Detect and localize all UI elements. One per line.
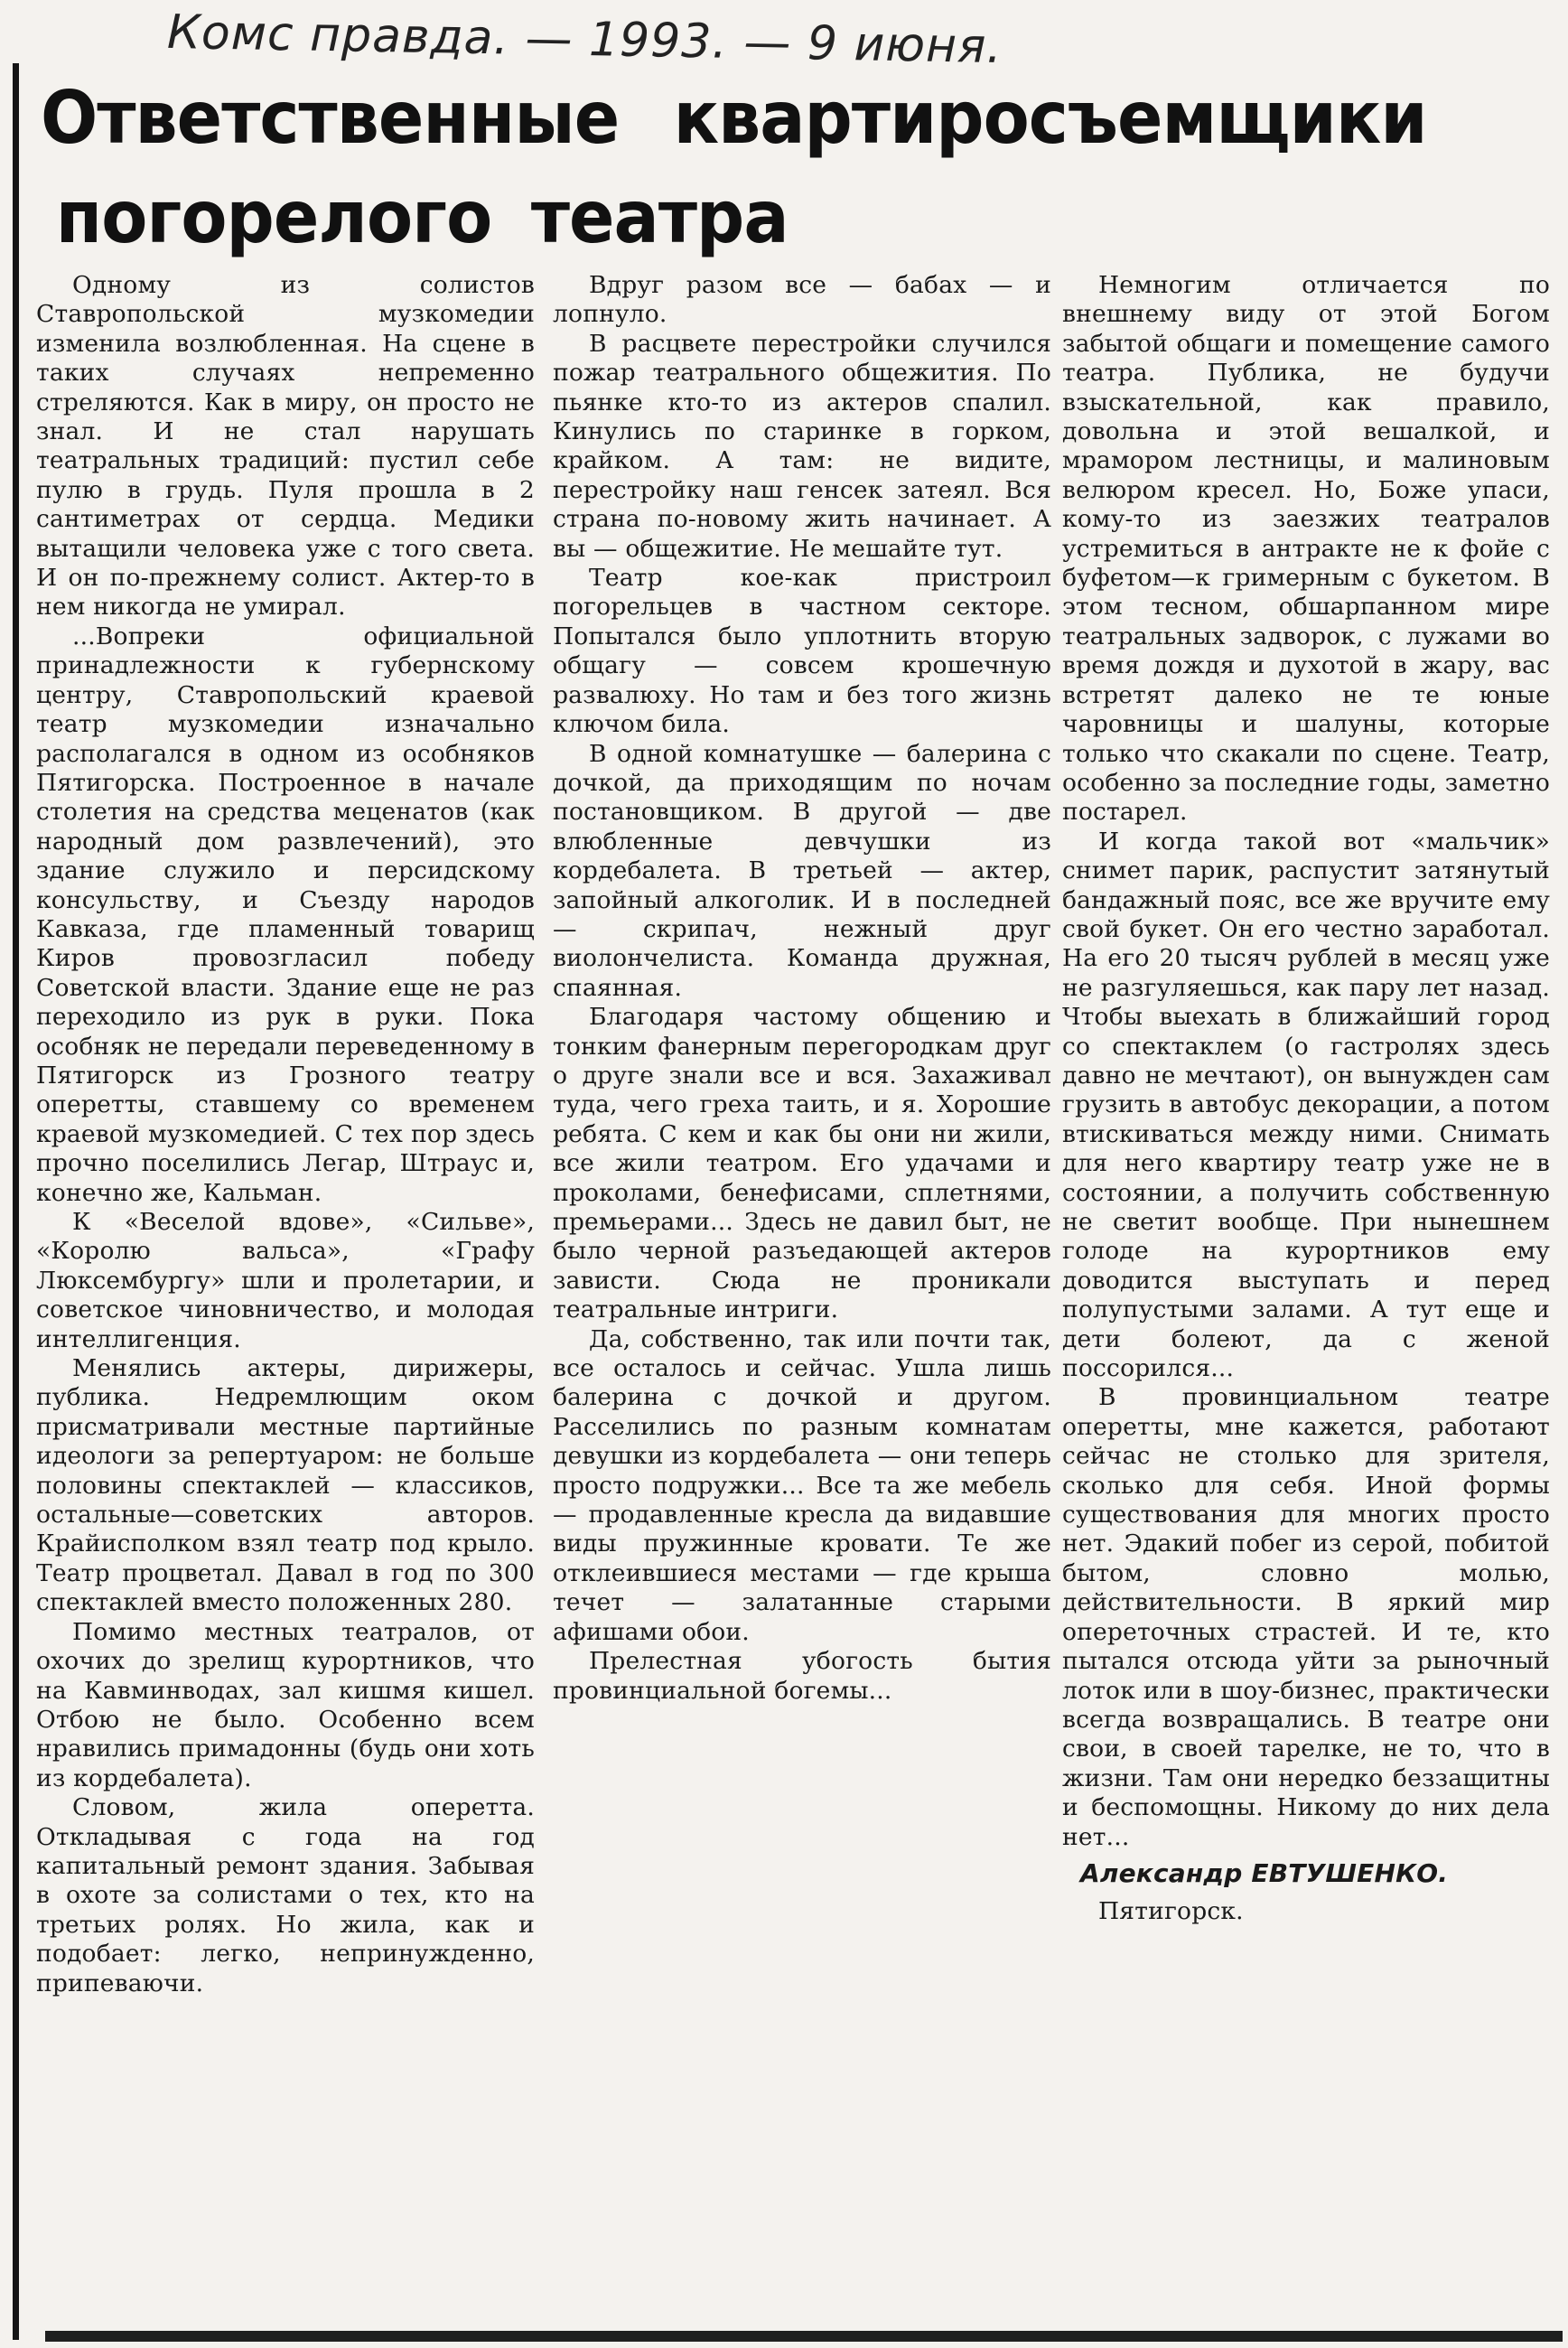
headline-line-1: Ответственные квартиросъемщики bbox=[41, 76, 1427, 160]
article-headline bbox=[41, 69, 1443, 267]
left-border-rule bbox=[13, 63, 19, 2340]
article-paragraph: В расцвете перестройки случился пожар театрального общежития. По пьянке кто-то из актеров спалил. Кинулись по старинке в горком, крайком. А там: не видите, перестройку наш генсек затеял. Вся страна по-новому жить начинает. А вы — общежитие. Не мешайте тут. bbox=[553, 329, 1051, 563]
author-location: Пятигорск. bbox=[1098, 1897, 1244, 1926]
bottom-border-rule bbox=[45, 2331, 1563, 2342]
article-paragraph: В провинциальном театре оперетты, мне кажется, работают сейчас не столько для зрителя, сколько для себя. Иной формы существования для многих просто нет. Эдакий побег из серой, побитой бытом, словно молью, действительности. В яркий мир опереточных страстей. И те, кто пытался отсюда уйти за рыночный лоток или в шоу-бизнес, практически всегда возвращались. В театре они свои, в своей тарелке, не то, что в жизни. Там они нередко беззащитны и беспомощны. Никому до них дела нет... bbox=[1062, 1383, 1550, 1851]
headline-line-2: погорелого театра bbox=[55, 175, 789, 259]
article-paragraph: Вдруг разом все — бабах — и лопнуло. bbox=[553, 271, 1051, 329]
article-paragraph: В одной комнатушке — балерина с дочкой, да приходящим по ночам постановщиком. В другой — две влюбленные девчушки из кордебалета. В третьей — актер, запойный алкоголик. И в последней — скрипач, нежный друг виолончелиста. Команда дружная, спаянная. bbox=[553, 739, 1051, 1002]
article-paragraph: Благодаря частому общению и тонким фанерным перегородкам друг о друге знали все и вся. Захаживал туда, чего греха таить, и я. Хорошие ребята. С кем и как бы они ни жили, все жили театром. Его удачами и проколами, бенефисами, сплетнями, премьерами... Здесь не давил быт, не было черной разъедающей актеров зависти. Сюда не проникали театральные интриги. bbox=[553, 1003, 1051, 1324]
article-paragraph: Да, собственно, так или почти так, все осталось и сейчас. Ушла лишь балерина с дочкой и другом. Расселились по разным комнатам девушки из кордебалета — они теперь просто подружки... Все та же мебель — продавленные кресла да видавшие виды пружинные кровати. Те же отклеившиеся местами — где крыша течет — залатанные старыми афишами обои. bbox=[553, 1324, 1051, 1646]
article-column-1 bbox=[36, 271, 535, 1998]
article-paragraph: К «Веселой вдове», «Сильве», «Королю вальса», «Графу Люксембургу» шли и пролетарии, и советское чиновничество, и молодая интеллигенция. bbox=[36, 1208, 535, 1353]
article-paragraph: Менялись актеры, дирижеры, публика. Недремлющим оком присматривали местные партийные идеологи за репертуаром: не больше половины спектаклей — классиков, остальные—советских авторов. Крайисполком взял театр под крыло. Театр процветал. Давал в год по 300 спектаклей вместо положенных 280. bbox=[36, 1354, 535, 1617]
article-column-3 bbox=[1062, 271, 1550, 1927]
article-paragraph: Театр кое-как пристроил погорельцев в частном секторе. Попытался было уплотнить вторую общагу — совсем крошечную развалюху. Но там и без того жизнь ключом била. bbox=[553, 564, 1051, 739]
article-paragraph: Одному из солистов Ставропольской музкомедии изменила возлюбленная. На сцене в таких случаях непременно стреляются. Как в миру, он просто не знал. И не стал нарушать театральных традиций: пустил себе пулю в грудь. Пуля прошла в 2 сантиметрах от сердца. Медики вытащили человека уже с того света. И он по-прежнему солист. Актер-то в нем никогда не умирал. bbox=[36, 271, 535, 622]
author-signature: Александр ЕВТУШЕНКО. bbox=[1080, 1857, 1449, 1888]
handwritten-source-note: Комс правда. — 1993. — 9 июня. bbox=[166, 5, 1003, 75]
article-paragraph: ...Вопреки официальной принадлежности к губернскому центру, Ставропольский краевой театр музкомедии изначально располагался в одном из особняков Пятигорска. Построенное в начале столетия на средства меценатов (как народный дом развлечений), это здание служило и персидскому консульству, и Съезду народов Кавказа, где пламенный товарищ Киров провозгласил победу Советской власти. Здание еще не раз переходило из рук в руки. Пока особняк не передали переведенному в Пятигорск из Грозного театру оперетты, ставшему со временем краевой музкомедией. С тех пор здесь прочно поселились Легар, Штраус и, конечно же, Кальман. bbox=[36, 622, 535, 1207]
article-paragraph: Словом, жила оперетта. Откладывая с года на год капитальный ремонт здания. Забывая в охоте за солистами о тех, кто на третьих ролях. Но жила, как и подобает: легко, непринужденно, припеваючи. bbox=[36, 1793, 535, 1997]
article-paragraph: Немногим отличается по внешнему виду от этой Богом забытой общаги и помещение самого театра. Публика, не будучи взыскательной, как правило, довольна и этой вешалкой, и мрамором лестницы, и малиновым велюром кресел. Но, Боже упаси, кому-то из заезжих театралов устремиться в антракте не к фойе с буфетом—к гримерным с букетом. В этом тесном, обшарпанном мире театральных задворок, с лужами во время дождя и духотой в жару, вас встретят далеко не те юные чаровницы и шалуны, которые только что скакали по сцене. Театр, особенно за последние годы, заметно постарел. bbox=[1062, 271, 1550, 827]
article-paragraph: Помимо местных театралов, от охочих до зрелищ курортников, что на Кавминводах, зал кишмя кишел. Отбою не было. Особенно всем нравились примадонны (будь они хоть из кордебалета). bbox=[36, 1617, 535, 1792]
article-paragraph: Прелестная убогость бытия провинциальной богемы... bbox=[553, 1647, 1051, 1705]
article-paragraph: И когда такой вот «мальчик» снимет парик, распустит затянутый бандажный пояс, все же вручите ему свой букет. Он его честно заработал. На его 20 тысяч рублей в месяц уже не разгуляешься, как пару лет назад. Чтобы выехать в ближайший город со спектаклем (о гастролях здесь давно не мечтают), он вынужден сам грузить в автобус декорации, а потом втискиваться между ними. Снимать для него квартиру театр уже не в состоянии, а получить собственную не светит вообще. При нынешнем голоде на курортников ему доводится выступать и перед полупустыми залами. А тут еще и дети болеют, да с женой поссорился... bbox=[1062, 827, 1550, 1383]
article-column-2 bbox=[553, 271, 1051, 1706]
